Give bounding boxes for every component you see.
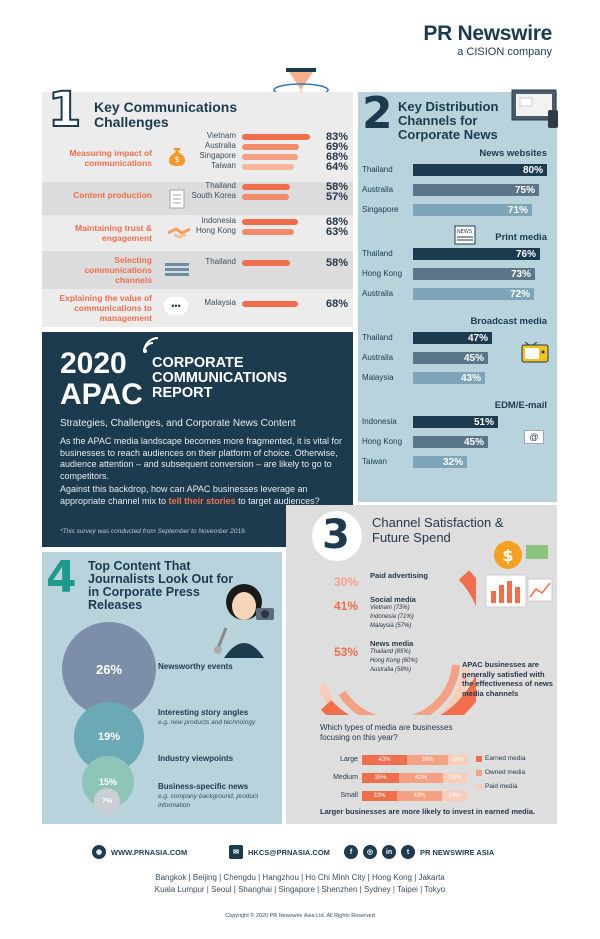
content-label-sub: e.g. company background, product information bbox=[158, 792, 259, 809]
segment-paid: 18% bbox=[448, 755, 467, 765]
content-label-text: Industry viewpoints bbox=[158, 754, 234, 763]
media-mix-bar bbox=[362, 791, 467, 801]
report-title: CORPORATE COMMUNICATIONS REPORT bbox=[152, 355, 288, 401]
website-link[interactable]: ◉ WWW.PRNASIA.COM bbox=[92, 845, 187, 859]
channel-country: Thailand bbox=[362, 165, 393, 174]
media-mix-bar bbox=[362, 773, 467, 783]
country-label: Malaysia bbox=[204, 298, 236, 307]
challenge-percent: 68% bbox=[326, 151, 349, 163]
cities-line-2: Kuala Lumpur | Seoul | Shanghai | Singapore | Shenzhen | Sydney | Taipei | Tokyo bbox=[154, 885, 446, 894]
channel-country: Australia bbox=[362, 353, 394, 362]
legend-paid: Paid media bbox=[476, 783, 518, 790]
channel-group-title: Print media bbox=[495, 232, 547, 243]
report-paragraph-2: Against this backdrop, how can APAC businesses leverage an appropriate channel mix to tell their stories to target audiences? bbox=[60, 484, 320, 506]
legend-earned: Earned media bbox=[476, 755, 525, 762]
journalist-illustration bbox=[214, 578, 278, 664]
challenge-percent: 64% bbox=[326, 161, 349, 173]
challenge-percent: 58% bbox=[326, 181, 349, 193]
section-channel-satisfaction bbox=[286, 505, 557, 824]
challenge-bar bbox=[242, 229, 294, 235]
challenge-bar bbox=[242, 144, 299, 150]
media-question: Which types of media are businesses focusing on this year? bbox=[320, 723, 453, 742]
content-circle: 19% bbox=[74, 702, 144, 772]
satisfaction-percent: 41% bbox=[334, 599, 359, 613]
channel-bar: 75% bbox=[413, 184, 539, 196]
content-label bbox=[158, 708, 276, 727]
channel-country: Taiwan bbox=[362, 457, 387, 466]
email-icon: @ bbox=[524, 430, 544, 444]
logo-tagline: a CISION company bbox=[457, 46, 552, 58]
twitter-icon[interactable]: t bbox=[401, 845, 415, 859]
channel-country: Malaysia bbox=[362, 373, 394, 382]
content-circle: 7% bbox=[94, 788, 120, 814]
challenge-label: Maintaining trust & engagement bbox=[75, 223, 152, 243]
country-label: Thailand bbox=[205, 257, 236, 266]
channel-country: Hong Kong bbox=[362, 437, 403, 446]
svg-text:$: $ bbox=[174, 155, 180, 164]
satisfaction-countries: Vietnam (73%) Indonesia (71%) Malaysia (57%) bbox=[370, 605, 414, 629]
section-title: Key Distribution Channels for Corporate News bbox=[398, 99, 499, 142]
satisfaction-label bbox=[370, 595, 416, 631]
channel-bar: 71% bbox=[413, 204, 532, 216]
content-label-text: Business-specific news bbox=[158, 782, 249, 791]
facebook-icon[interactable]: f bbox=[344, 845, 358, 859]
social-handle: PR NEWSWIRE ASIA bbox=[420, 847, 495, 857]
country-label: Indonesia bbox=[201, 216, 236, 225]
report-subtitle: Strategies, Challenges, and Corporate News Content bbox=[60, 418, 296, 429]
survey-note: *This survey was conducted from September to November 2019. bbox=[60, 528, 247, 535]
country-label: Australia bbox=[204, 141, 236, 150]
mail-icon: ✉ bbox=[229, 845, 243, 859]
cities-line-1: Bangkok | Beijing | Chengdu | Hangzhou | Ho Chi Minh City | Hong Kong | Jakarta bbox=[155, 873, 445, 882]
segment-earned: 33% bbox=[362, 791, 397, 801]
channel-bar: 45% bbox=[413, 436, 488, 448]
channel-country: Australia bbox=[362, 289, 394, 298]
challenge-percent: 58% bbox=[326, 257, 349, 269]
channel-country: Australia bbox=[362, 185, 394, 194]
section-number: 1 bbox=[48, 82, 82, 138]
channel-country: Hong Kong bbox=[362, 269, 403, 278]
section-key-challenges bbox=[42, 82, 353, 327]
country-label: Vietnam bbox=[206, 131, 236, 140]
section-number: 3 bbox=[322, 512, 350, 558]
content-label bbox=[158, 754, 276, 764]
channel-bar: 73% bbox=[413, 268, 535, 280]
section-title: Top Content That Journalists Look Out for in Corporate Press Releases bbox=[88, 559, 234, 612]
satisfaction-label bbox=[370, 571, 428, 580]
channel-bar: 32% bbox=[413, 456, 467, 468]
channel-bar: 72% bbox=[413, 288, 534, 300]
channel-bar: 76% bbox=[413, 248, 540, 260]
social-links bbox=[344, 845, 494, 859]
content-label-text: Interesting story angles bbox=[158, 708, 249, 717]
speech-bubble-icon: ••• bbox=[164, 297, 188, 315]
computer-icon bbox=[510, 88, 562, 134]
highlight-text: tell their stories bbox=[168, 495, 236, 506]
section-top-content bbox=[42, 552, 282, 824]
challenge-label: Selecting communications channels bbox=[84, 255, 152, 285]
challenge-bar bbox=[242, 301, 298, 307]
challenge-label: Measuring impact of communications bbox=[69, 148, 152, 168]
content-circle: 15% bbox=[82, 756, 134, 808]
content-label-text: Newsworthy events bbox=[158, 662, 233, 671]
challenge-label: Content production bbox=[73, 190, 152, 200]
media-mix-bar bbox=[362, 755, 467, 765]
business-size: Medium bbox=[333, 774, 358, 781]
section-number: 2 bbox=[362, 88, 393, 139]
satisfaction-countries: Thailand (85%) Hong Kong (60%) Australia (58%) bbox=[370, 649, 418, 673]
challenge-percent: 69% bbox=[326, 141, 349, 153]
copyright: Copyright © 2020 PR Newswire Asia Ltd. All Rights Reserved bbox=[225, 913, 375, 919]
satisfaction-percent: 53% bbox=[334, 645, 359, 659]
channel-country: Singapore bbox=[362, 205, 399, 214]
section-number: 4 bbox=[46, 552, 77, 603]
challenge-percent: 68% bbox=[326, 216, 349, 228]
segment-owned: 42% bbox=[399, 773, 443, 783]
channel-country: Indonesia bbox=[362, 417, 397, 426]
segment-earned: 43% bbox=[362, 755, 407, 765]
segment-owned: 43% bbox=[397, 791, 442, 801]
channel-group-title: News websites bbox=[479, 148, 547, 159]
country-label: Taiwan bbox=[211, 161, 236, 170]
content-circle: 26% bbox=[62, 622, 156, 716]
logo-name: PR Newswire bbox=[423, 22, 552, 45]
satisfaction-note: APAC businesses are generally satisfied with the effectiveness of news media channels bbox=[462, 660, 553, 698]
logo bbox=[423, 22, 552, 58]
segment-owned: 39% bbox=[407, 755, 448, 765]
challenge-row bbox=[42, 291, 353, 325]
challenge-bar bbox=[242, 194, 289, 200]
challenge-bar bbox=[242, 219, 298, 225]
channel-country: Thailand bbox=[362, 249, 393, 258]
challenge-bar bbox=[242, 260, 290, 266]
channel-bar: 47% bbox=[413, 332, 492, 344]
segment-paid: 23% bbox=[443, 773, 467, 783]
channel-country: Thailand bbox=[362, 333, 393, 342]
satisfaction-label-text: Social media bbox=[370, 595, 416, 604]
satisfaction-label-text: News media bbox=[370, 639, 414, 648]
challenge-label: Explaining the value of communications to management bbox=[59, 293, 152, 323]
instagram-icon[interactable]: ◎ bbox=[363, 845, 377, 859]
report-year: 2020 APAC bbox=[60, 347, 143, 411]
satisfaction-label bbox=[370, 639, 418, 675]
section-distribution-channels bbox=[358, 88, 557, 502]
country-label: Singapore bbox=[199, 151, 236, 160]
channel-bar: 45% bbox=[413, 352, 488, 364]
report-paragraph-1: As the APAC media landscape becomes more fragmented, it is vital for businesses to reach audiences on their platform of choice. Otherwise, audience attention – and subsequent conversion – are likely to go to competitors. bbox=[60, 436, 342, 481]
content-label-sub: e.g. new products and technology bbox=[158, 718, 256, 726]
content-label bbox=[158, 782, 276, 811]
business-size: Large bbox=[340, 756, 358, 763]
segment-earned: 35% bbox=[362, 773, 399, 783]
wifi-icon bbox=[142, 336, 160, 354]
channel-bar: 80% bbox=[413, 164, 547, 176]
country-label: Thailand bbox=[205, 181, 236, 190]
media-conclusion: Larger businesses are more likely to invest in earned media. bbox=[320, 807, 536, 816]
challenge-bar bbox=[242, 164, 294, 170]
money-chart-icon bbox=[482, 539, 554, 613]
challenge-bar bbox=[242, 184, 290, 190]
section-title: Key Communications Challenges bbox=[94, 99, 238, 130]
satisfaction-label-text: Paid advertising bbox=[370, 571, 428, 580]
tv-icon bbox=[521, 342, 551, 364]
satisfaction-percent: 30% bbox=[334, 575, 359, 589]
country-label: South Korea bbox=[191, 191, 236, 200]
business-size: Small bbox=[340, 792, 358, 799]
country-label: Hong Kong bbox=[195, 226, 236, 235]
channel-group-title: Broadcast media bbox=[470, 316, 547, 327]
linkedin-icon[interactable]: in bbox=[382, 845, 396, 859]
challenge-percent: 68% bbox=[326, 298, 349, 310]
channel-bar: 43% bbox=[413, 372, 485, 384]
email-link[interactable]: ✉ HKCS@PRNASIA.COM bbox=[229, 845, 330, 859]
challenge-percent: 83% bbox=[326, 131, 349, 143]
channel-group-title: EDM/E-mail bbox=[494, 400, 547, 411]
svg-text:NEWS: NEWS bbox=[457, 229, 473, 235]
challenge-bar bbox=[242, 154, 298, 160]
newspaper-icon bbox=[454, 225, 476, 247]
content-label bbox=[158, 662, 276, 672]
section-title: Channel Satisfaction & Future Spend bbox=[372, 515, 504, 545]
challenge-bar bbox=[242, 134, 310, 140]
globe-icon: ◉ bbox=[92, 845, 106, 859]
challenge-percent: 57% bbox=[326, 191, 349, 203]
segment-paid: 24% bbox=[442, 791, 467, 801]
channel-bar: 51% bbox=[413, 416, 498, 428]
svg-text:$: $ bbox=[502, 546, 514, 565]
challenge-percent: 63% bbox=[326, 226, 349, 238]
legend-owned: Owned media bbox=[476, 769, 525, 776]
